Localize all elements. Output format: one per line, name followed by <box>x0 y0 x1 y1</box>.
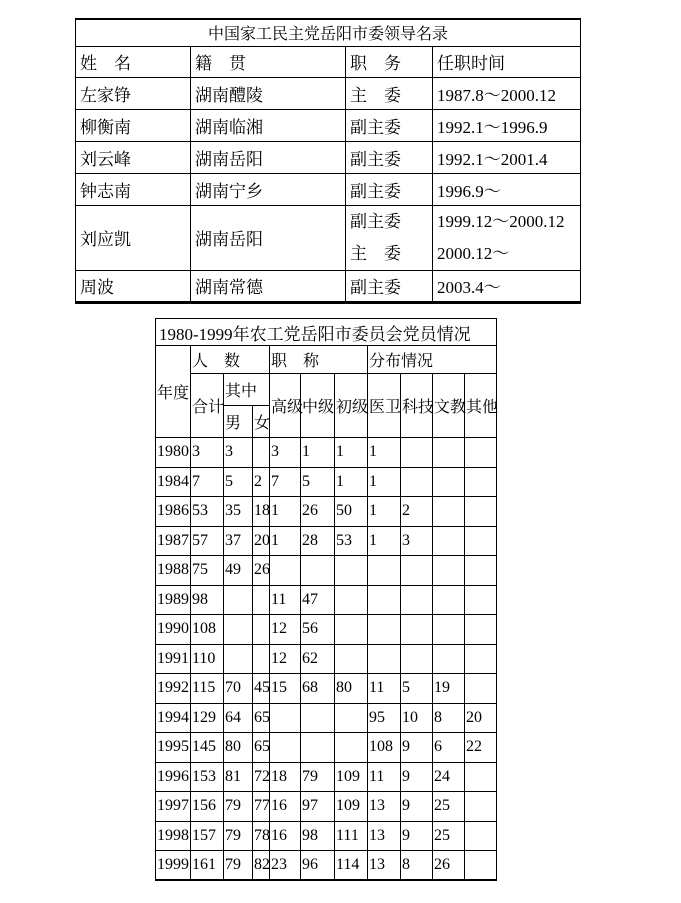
stat-cell: 16 <box>270 821 301 851</box>
member-stat-row <box>156 467 497 497</box>
stat-cell <box>401 585 433 615</box>
stat-cell: 80 <box>335 674 368 704</box>
stat-cell: 28 <box>301 526 335 556</box>
stat-cell <box>465 438 497 468</box>
stat-cell: 37 <box>224 526 253 556</box>
column-header-name: 姓 名 <box>76 46 191 77</box>
stat-cell: 26 <box>433 851 465 881</box>
stat-cell: 115 <box>191 674 224 704</box>
year-cell: 1999 <box>156 851 191 881</box>
year-cell: 1987 <box>156 526 191 556</box>
header-junior: 初级 <box>335 374 368 438</box>
stat-cell: 3 <box>401 526 433 556</box>
stat-cell: 3 <box>224 438 253 468</box>
stat-cell <box>465 644 497 674</box>
stat-cell <box>433 526 465 556</box>
header-of-which: 其中 <box>224 374 270 406</box>
member-stat-row <box>156 556 497 586</box>
stat-cell <box>335 644 368 674</box>
stat-cell: 12 <box>270 615 301 645</box>
leader-term <box>433 205 581 270</box>
stat-cell: 98 <box>191 585 224 615</box>
year-cell: 1991 <box>156 644 191 674</box>
leader-position <box>346 205 433 270</box>
leader-position: 副主委 <box>346 270 433 302</box>
stat-cell: 79 <box>301 762 335 792</box>
leader-row <box>76 205 581 270</box>
stat-cell: 78 <box>253 821 270 851</box>
stat-cell: 9 <box>401 733 433 763</box>
stat-cell: 11 <box>270 585 301 615</box>
stat-cell: 19 <box>433 674 465 704</box>
stat-cell: 9 <box>401 762 433 792</box>
stat-cell: 18 <box>253 497 270 527</box>
leader-row <box>76 270 581 302</box>
stat-cell <box>368 615 401 645</box>
cell-line: 副主委 <box>350 211 401 231</box>
stat-cell: 9 <box>401 792 433 822</box>
member-stat-row <box>156 762 497 792</box>
members-table-body <box>156 438 497 881</box>
stat-cell: 98 <box>301 821 335 851</box>
leader-native-place: 湖南岳阳 <box>191 205 346 270</box>
stat-cell: 8 <box>401 851 433 881</box>
stat-cell: 1 <box>301 438 335 468</box>
stat-cell: 82 <box>253 851 270 881</box>
stat-cell: 79 <box>224 851 253 881</box>
stat-cell: 153 <box>191 762 224 792</box>
leader-name: 柳衡南 <box>76 109 191 141</box>
stat-cell <box>224 585 253 615</box>
stat-cell <box>465 851 497 881</box>
leader-native-place: 湖南临湘 <box>191 109 346 141</box>
stat-cell <box>270 733 301 763</box>
stat-cell <box>368 644 401 674</box>
stat-cell: 7 <box>270 467 301 497</box>
member-stat-row <box>156 526 497 556</box>
member-stat-row <box>156 733 497 763</box>
leader-row <box>76 141 581 173</box>
year-cell: 1992 <box>156 674 191 704</box>
stat-cell <box>433 556 465 586</box>
year-cell: 1984 <box>156 467 191 497</box>
leaders-table-header-row <box>76 46 581 77</box>
stat-cell: 65 <box>253 703 270 733</box>
stat-cell <box>433 467 465 497</box>
stat-cell: 79 <box>224 821 253 851</box>
stat-cell: 26 <box>253 556 270 586</box>
stat-cell: 110 <box>191 644 224 674</box>
header-middle: 中级 <box>301 374 335 438</box>
members-table-title-row <box>156 319 497 346</box>
stat-cell <box>253 644 270 674</box>
stat-cell: 129 <box>191 703 224 733</box>
stat-cell <box>335 733 368 763</box>
stat-cell <box>270 556 301 586</box>
stat-cell: 75 <box>191 556 224 586</box>
stat-cell: 68 <box>301 674 335 704</box>
stat-cell <box>368 556 401 586</box>
year-cell: 1994 <box>156 703 191 733</box>
leader-term: 1987.8～2000.12 <box>433 77 581 109</box>
stat-cell: 15 <box>270 674 301 704</box>
stat-cell <box>335 615 368 645</box>
stat-cell <box>401 644 433 674</box>
year-cell: 1998 <box>156 821 191 851</box>
stat-cell: 161 <box>191 851 224 881</box>
stat-cell: 5 <box>301 467 335 497</box>
member-stat-row <box>156 703 497 733</box>
leaders-table-title: 中国家工民主党岳阳市委领导名录 <box>76 19 581 46</box>
stat-cell <box>433 585 465 615</box>
stat-cell: 9 <box>401 821 433 851</box>
stat-cell <box>401 615 433 645</box>
stat-cell: 2 <box>401 497 433 527</box>
stat-cell <box>433 615 465 645</box>
leader-native-place: 湖南岳阳 <box>191 141 346 173</box>
stat-cell <box>465 467 497 497</box>
leader-position: 副主委 <box>346 109 433 141</box>
stat-cell: 12 <box>270 644 301 674</box>
stat-cell <box>253 438 270 468</box>
stat-cell: 156 <box>191 792 224 822</box>
header-total: 合计 <box>191 374 224 438</box>
stat-cell: 109 <box>335 792 368 822</box>
stat-cell: 1 <box>368 467 401 497</box>
stat-cell <box>253 615 270 645</box>
cell-line: 主 委 <box>350 243 401 263</box>
leader-row <box>76 77 581 109</box>
stat-cell: 18 <box>270 762 301 792</box>
header-medical: 医卫 <box>368 374 401 438</box>
member-stat-row <box>156 585 497 615</box>
stat-cell: 1 <box>368 438 401 468</box>
member-stat-row <box>156 851 497 881</box>
stat-cell: 22 <box>465 733 497 763</box>
leaders-table <box>75 18 581 304</box>
stat-cell <box>401 556 433 586</box>
stat-cell <box>465 792 497 822</box>
stat-cell: 47 <box>301 585 335 615</box>
stat-cell: 13 <box>368 851 401 881</box>
leader-native-place: 湖南醴陵 <box>191 77 346 109</box>
stat-cell: 13 <box>368 821 401 851</box>
stat-cell: 23 <box>270 851 301 881</box>
cell-line: 1999.12～2000.12 <box>437 211 565 231</box>
stat-cell: 5 <box>401 674 433 704</box>
member-stat-row <box>156 438 497 468</box>
leader-name: 钟志南 <box>76 173 191 205</box>
leader-native-place: 湖南常德 <box>191 270 346 302</box>
stat-cell <box>433 438 465 468</box>
stat-cell: 8 <box>433 703 465 733</box>
stat-cell: 56 <box>301 615 335 645</box>
stat-cell: 53 <box>335 526 368 556</box>
stat-cell: 108 <box>368 733 401 763</box>
stat-cell: 11 <box>368 762 401 792</box>
stat-cell <box>301 733 335 763</box>
stat-cell <box>270 703 301 733</box>
stat-cell: 5 <box>224 467 253 497</box>
stat-cell <box>224 615 253 645</box>
stat-cell <box>433 497 465 527</box>
members-table-header-row-2 <box>156 374 497 406</box>
member-stat-row <box>156 792 497 822</box>
stat-cell: 3 <box>191 438 224 468</box>
year-cell: 1995 <box>156 733 191 763</box>
stat-cell <box>433 644 465 674</box>
stat-cell: 145 <box>191 733 224 763</box>
header-year: 年度 <box>156 346 191 438</box>
leader-name: 刘应凯 <box>76 205 191 270</box>
header-scitech: 科技 <box>401 374 433 438</box>
leaders-table-title-row <box>76 19 581 46</box>
year-cell: 1989 <box>156 585 191 615</box>
year-cell: 1980 <box>156 438 191 468</box>
stat-cell <box>465 674 497 704</box>
stat-cell: 70 <box>224 674 253 704</box>
column-header-position: 职 务 <box>346 46 433 77</box>
stat-cell: 13 <box>368 792 401 822</box>
stat-cell: 35 <box>224 497 253 527</box>
stat-cell <box>335 703 368 733</box>
stat-cell: 96 <box>301 851 335 881</box>
leader-name: 周波 <box>76 270 191 302</box>
stat-cell <box>301 703 335 733</box>
year-cell: 1988 <box>156 556 191 586</box>
header-education: 文教 <box>433 374 465 438</box>
leader-name: 左家铮 <box>76 77 191 109</box>
header-distribution-group: 分布情况 <box>368 346 497 374</box>
stat-cell: 49 <box>224 556 253 586</box>
leader-term: 1992.1～2001.4 <box>433 141 581 173</box>
leader-term: 1996.9～ <box>433 173 581 205</box>
column-header-term: 任职时间 <box>433 46 581 77</box>
stat-cell: 72 <box>253 762 270 792</box>
member-stat-row <box>156 674 497 704</box>
leaders-table-body <box>76 77 581 302</box>
header-senior: 高级 <box>270 374 301 438</box>
members-table-header-row-1 <box>156 346 497 374</box>
stat-cell <box>465 526 497 556</box>
leader-row <box>76 173 581 205</box>
leader-position: 副主委 <box>346 141 433 173</box>
stat-cell: 79 <box>224 792 253 822</box>
stat-cell: 95 <box>368 703 401 733</box>
member-stat-row <box>156 497 497 527</box>
stat-cell <box>465 615 497 645</box>
stat-cell: 6 <box>433 733 465 763</box>
year-cell: 1990 <box>156 615 191 645</box>
stat-cell: 1 <box>368 497 401 527</box>
stat-cell: 65 <box>253 733 270 763</box>
stat-cell <box>335 556 368 586</box>
leader-native-place: 湖南宁乡 <box>191 173 346 205</box>
header-female: 女 <box>253 406 270 438</box>
stat-cell: 57 <box>191 526 224 556</box>
header-people-group: 人 数 <box>191 346 270 374</box>
stat-cell: 109 <box>335 762 368 792</box>
members-table <box>155 318 497 881</box>
stat-cell <box>301 556 335 586</box>
stat-cell <box>465 821 497 851</box>
stat-cell: 1 <box>270 497 301 527</box>
stat-cell: 25 <box>433 792 465 822</box>
year-cell: 1997 <box>156 792 191 822</box>
member-stat-row <box>156 821 497 851</box>
leader-position: 副主委 <box>346 173 433 205</box>
stat-cell <box>465 762 497 792</box>
stat-cell <box>335 585 368 615</box>
member-stat-row <box>156 644 497 674</box>
stat-cell: 1 <box>335 467 368 497</box>
stat-cell: 1 <box>368 526 401 556</box>
stat-cell: 10 <box>401 703 433 733</box>
stat-cell: 11 <box>368 674 401 704</box>
header-male: 男 <box>224 406 253 438</box>
column-header-native-place: 籍 贯 <box>191 46 346 77</box>
header-other: 其他 <box>465 374 497 438</box>
stat-cell: 81 <box>224 762 253 792</box>
members-table-title: 1980-1999年农工党岳阳市委员会党员情况 <box>156 319 497 346</box>
stat-cell: 77 <box>253 792 270 822</box>
leader-term: 1992.1～1996.9 <box>433 109 581 141</box>
stat-cell: 50 <box>335 497 368 527</box>
stat-cell: 26 <box>301 497 335 527</box>
stat-cell: 16 <box>270 792 301 822</box>
stat-cell: 53 <box>191 497 224 527</box>
leader-term: 2003.4～ <box>433 270 581 302</box>
stat-cell: 1 <box>335 438 368 468</box>
stat-cell: 1 <box>270 526 301 556</box>
leader-name: 刘云峰 <box>76 141 191 173</box>
stat-cell <box>465 556 497 586</box>
year-cell: 1986 <box>156 497 191 527</box>
stat-cell <box>253 585 270 615</box>
cell-line: 2000.12～ <box>437 243 510 263</box>
stat-cell: 157 <box>191 821 224 851</box>
stat-cell: 114 <box>335 851 368 881</box>
stat-cell <box>224 644 253 674</box>
leader-row <box>76 109 581 141</box>
stat-cell: 24 <box>433 762 465 792</box>
stat-cell: 111 <box>335 821 368 851</box>
stat-cell <box>465 585 497 615</box>
leader-position: 主 委 <box>346 77 433 109</box>
stat-cell: 45 <box>253 674 270 704</box>
stat-cell: 25 <box>433 821 465 851</box>
stat-cell: 62 <box>301 644 335 674</box>
member-stat-row <box>156 615 497 645</box>
stat-cell: 108 <box>191 615 224 645</box>
header-title-group: 职 称 <box>270 346 368 374</box>
stat-cell <box>465 497 497 527</box>
stat-cell: 80 <box>224 733 253 763</box>
stat-cell: 3 <box>270 438 301 468</box>
stat-cell <box>401 467 433 497</box>
stat-cell: 2 <box>253 467 270 497</box>
year-cell: 1996 <box>156 762 191 792</box>
stat-cell: 64 <box>224 703 253 733</box>
stat-cell: 7 <box>191 467 224 497</box>
stat-cell: 20 <box>253 526 270 556</box>
stat-cell: 20 <box>465 703 497 733</box>
stat-cell <box>368 585 401 615</box>
stat-cell <box>401 438 433 468</box>
stat-cell: 97 <box>301 792 335 822</box>
